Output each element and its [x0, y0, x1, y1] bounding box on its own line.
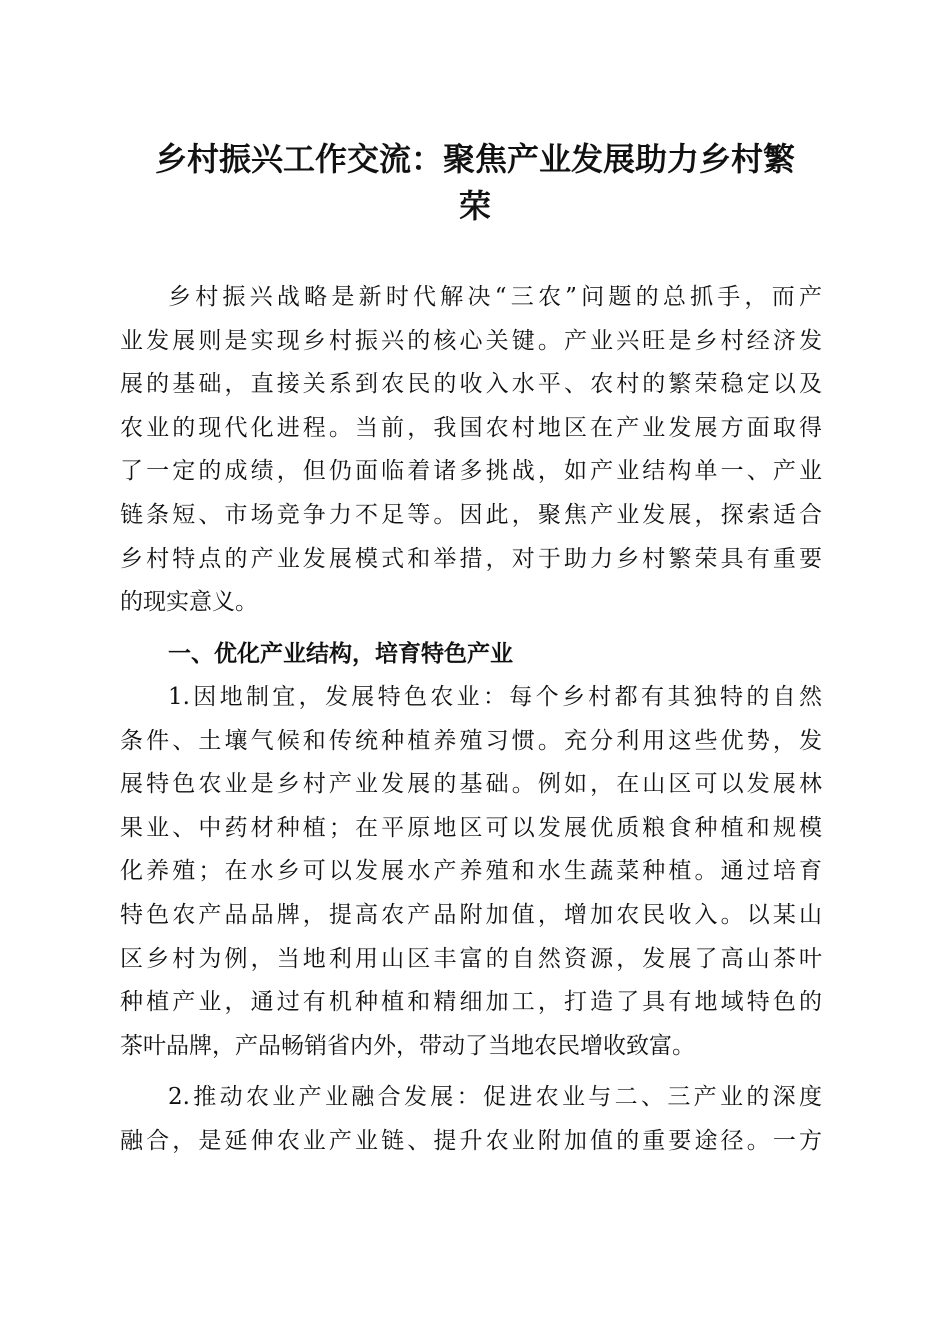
- paragraph-line: 化养殖；在水乡可以发展水产养殖和水生蔬菜种植。通过培育: [120, 858, 822, 885]
- paragraph-line: 条件、土壤气候和传统种植养殖习惯。充分利用这些优势，发: [120, 727, 822, 754]
- paragraph-line: 特色农产品品牌，提高农产品附加值，增加农民收入。以某山: [120, 901, 822, 928]
- paragraph-line: 展的基础，直接关系到农民的收入水平、农村的繁荣稳定以及: [120, 371, 822, 398]
- section-heading: [120, 633, 822, 677]
- paragraph-line: 乡村特点的产业发展模式和举措，对于助力乡村繁荣具有重要: [120, 545, 822, 572]
- title-line: 荣: [458, 187, 491, 225]
- item-2-paragraph: [120, 1076, 822, 1163]
- paragraph-line: 业发展则是实现乡村振兴的核心关键。产业兴旺是乡村经济发: [120, 327, 822, 354]
- intro-paragraph: [120, 276, 822, 625]
- paragraph-line: 农业的现代化进程。当前，我国农村地区在产业发展方面取得: [120, 414, 822, 441]
- document-title: [110, 136, 840, 230]
- paragraph-line: 1.因地制宜，发展特色农业：每个乡村都有其独特的自然: [168, 684, 822, 710]
- paragraph-line: 乡村振兴战略是新时代解决“三农”问题的总抓手，而产: [168, 284, 822, 310]
- paragraph-line: 果业、中药材种植；在平原地区可以发展优质粮食种植和规模: [120, 814, 822, 841]
- title-line: 乡村振兴工作交流：聚焦产业发展助力乡村繁: [154, 140, 795, 178]
- section-heading-text: 一、优化产业结构，培育特色产业: [168, 641, 513, 667]
- paragraph-line: 2.推动农业产业融合发展：促进农业与二、三产业的深度: [168, 1084, 822, 1110]
- paragraph-line: 茶叶品牌，产品畅销省内外，带动了当地农民增收致富。: [120, 1032, 695, 1059]
- paragraph-line: 区乡村为例，当地利用山区丰富的自然资源，发展了高山茶叶: [120, 945, 822, 972]
- paragraph-line: 链条短、市场竞争力不足等。因此，聚焦产业发展，探索适合: [120, 501, 822, 528]
- paragraph-line: 展特色农业是乡村产业发展的基础。例如，在山区可以发展林: [120, 771, 822, 798]
- item-1-paragraph: [120, 676, 822, 1068]
- paragraph-line: 融合，是延伸农业产业链、提升农业附加值的重要途径。一方: [120, 1127, 822, 1154]
- paragraph-line: 的现实意义。: [120, 589, 258, 616]
- paragraph-line: 了一定的成绩，但仍面临着诸多挑战，如产业结构单一、产业: [120, 458, 822, 485]
- paragraph-line: 种植产业，通过有机种植和精细加工，打造了具有地域特色的: [120, 989, 822, 1016]
